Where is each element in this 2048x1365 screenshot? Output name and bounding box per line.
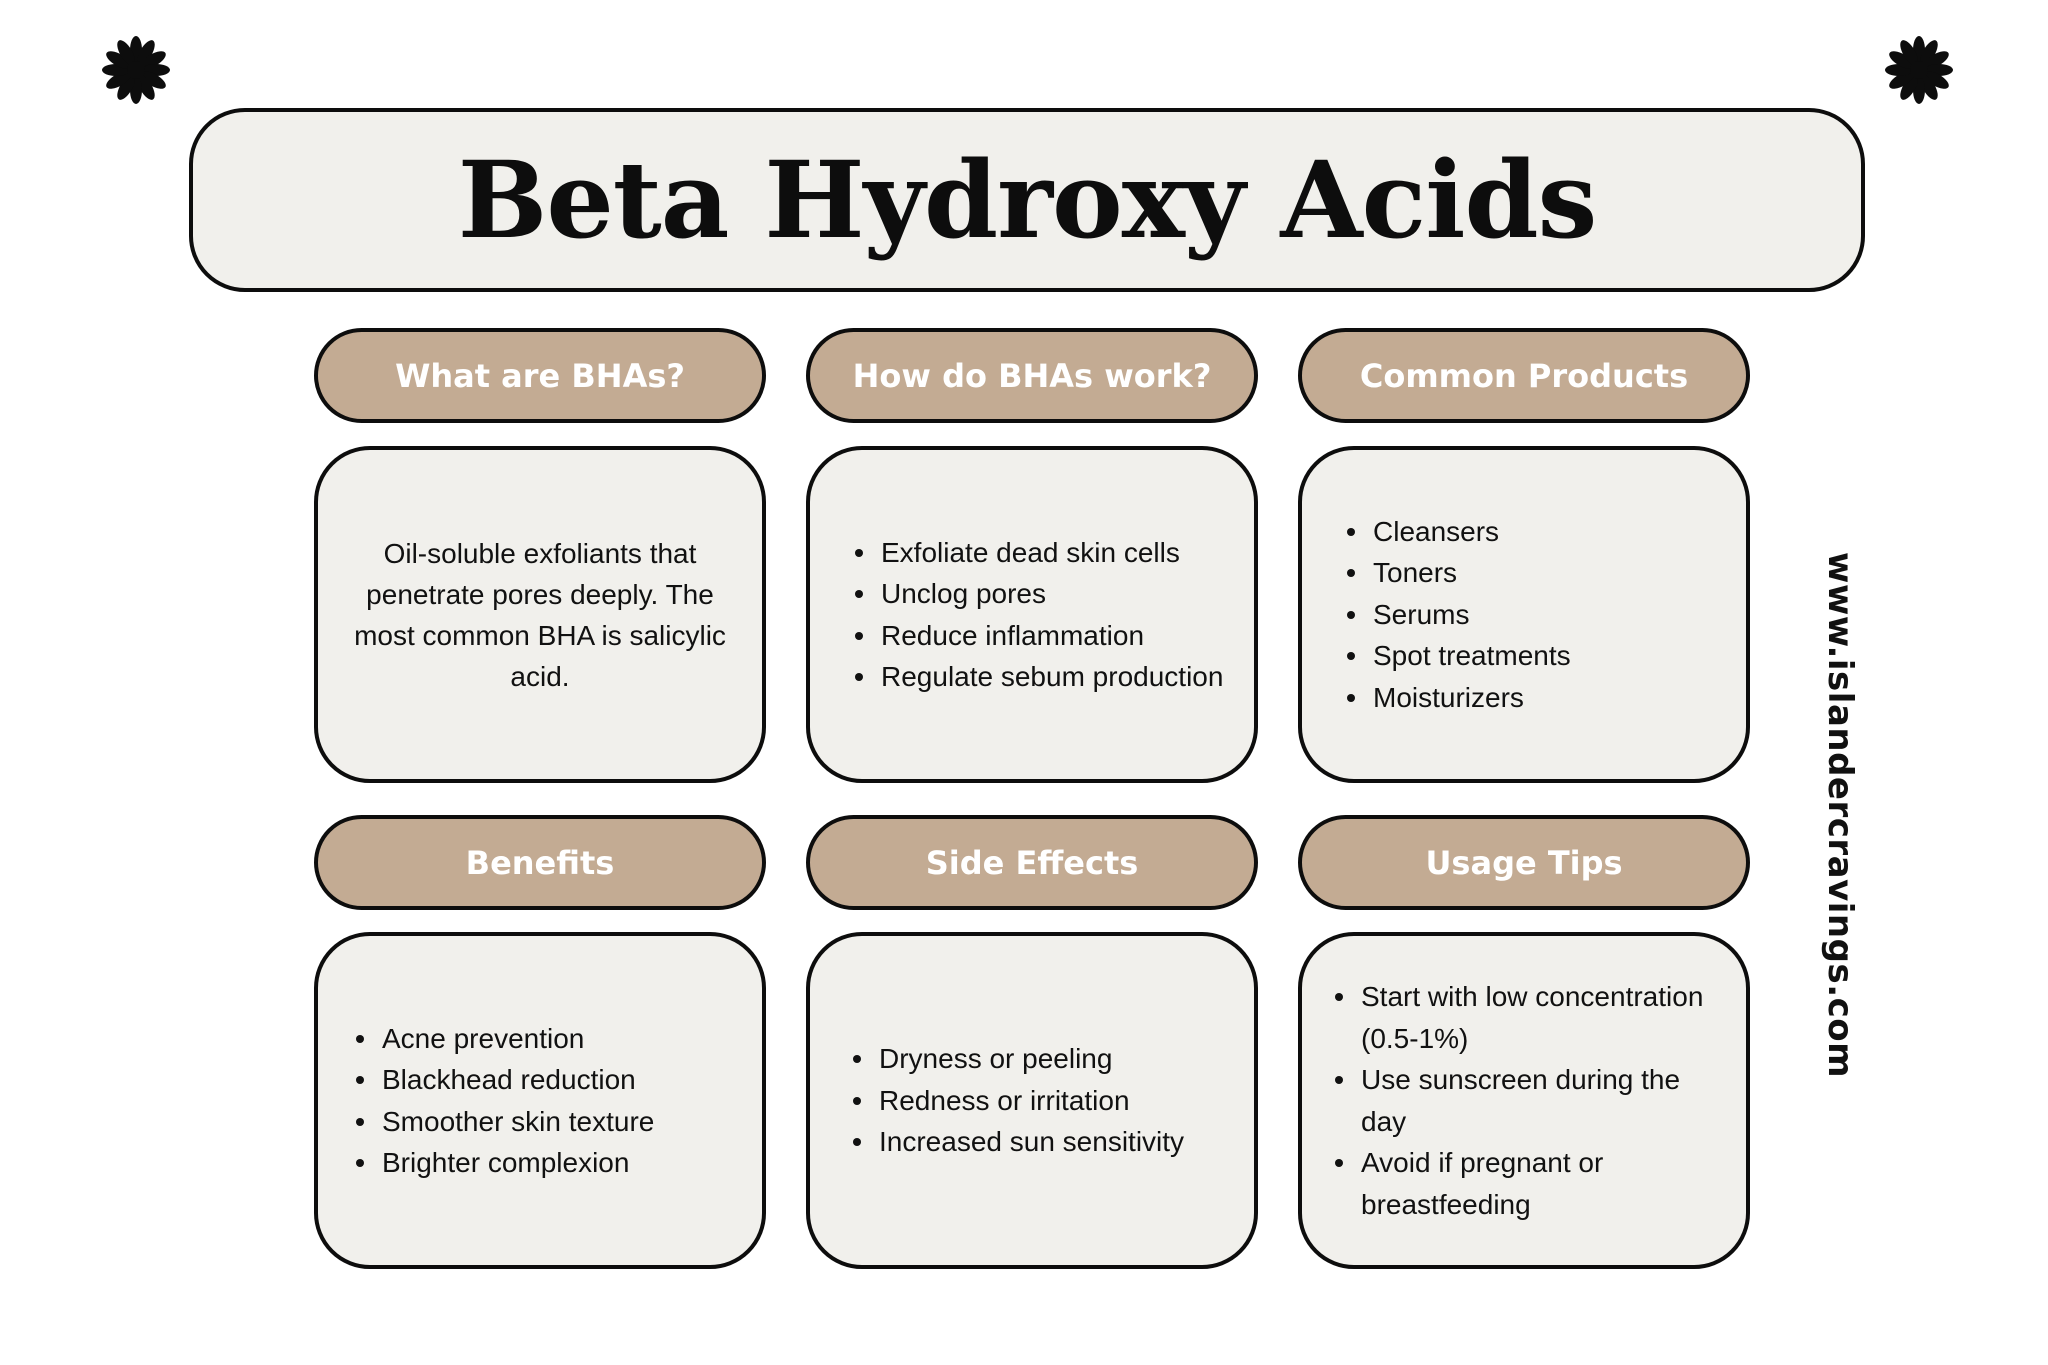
list-item: Cleansers — [1373, 511, 1729, 553]
bullet-list — [1327, 976, 1721, 1225]
website-url: www.islandercravings.com — [1820, 551, 1860, 1079]
list-item: Avoid if pregnant or breastfeeding — [1361, 1142, 1721, 1225]
list-item: Reduce inflammation — [881, 615, 1237, 657]
page-title: Beta Hydroxy Acids — [457, 137, 1597, 262]
bullet-list — [845, 1038, 1239, 1163]
heading-label: Usage Tips — [1425, 843, 1623, 882]
card-what-are-bhas — [314, 446, 766, 783]
heading-usage-tips — [1298, 815, 1750, 910]
card-text: Oil-soluble exfoliants that penetrate pores deeply. The most common BHA is salicylic acid. — [354, 537, 726, 692]
title-banner — [189, 108, 1865, 292]
card-usage-tips — [1298, 932, 1750, 1269]
list-item: Blackhead reduction — [382, 1059, 732, 1101]
bullet-list — [348, 1018, 732, 1184]
bullet-list — [847, 532, 1237, 698]
asterisk-icon — [1884, 35, 1954, 105]
list-item: Moisturizers — [1373, 677, 1729, 719]
heading-what-are-bhas — [314, 328, 766, 423]
heading-benefits — [314, 815, 766, 910]
card-side-effects — [806, 932, 1258, 1269]
heading-label: Benefits — [465, 843, 615, 882]
list-item: Redness or irritation — [879, 1080, 1239, 1122]
bullet-list — [1339, 511, 1729, 719]
list-item: Serums — [1373, 594, 1729, 636]
list-item: Smoother skin texture — [382, 1101, 732, 1143]
heading-label: What are BHAs? — [395, 356, 685, 395]
heading-common-products — [1298, 328, 1750, 423]
heading-label: How do BHAs work? — [852, 356, 1212, 395]
list-item: Use sunscreen during the day — [1361, 1059, 1721, 1142]
card-common-products — [1298, 446, 1750, 783]
list-item: Regulate sebum production — [881, 656, 1237, 698]
list-item: Dryness or peeling — [879, 1038, 1239, 1080]
heading-label: Common Products — [1359, 356, 1689, 395]
list-item: Start with low concentration (0.5-1%) — [1361, 976, 1721, 1059]
list-item: Exfoliate dead skin cells — [881, 532, 1237, 574]
asterisk-icon — [101, 35, 171, 105]
list-item: Acne prevention — [382, 1018, 732, 1060]
list-item: Spot treatments — [1373, 635, 1729, 677]
list-item: Unclog pores — [881, 573, 1237, 615]
heading-how-bhas-work — [806, 328, 1258, 423]
list-item: Brighter complexion — [382, 1142, 732, 1184]
card-how-bhas-work — [806, 446, 1258, 783]
card-benefits — [314, 932, 766, 1269]
list-item: Increased sun sensitivity — [879, 1121, 1239, 1163]
heading-label: Side Effects — [925, 843, 1139, 882]
heading-side-effects — [806, 815, 1258, 910]
list-item: Toners — [1373, 552, 1729, 594]
